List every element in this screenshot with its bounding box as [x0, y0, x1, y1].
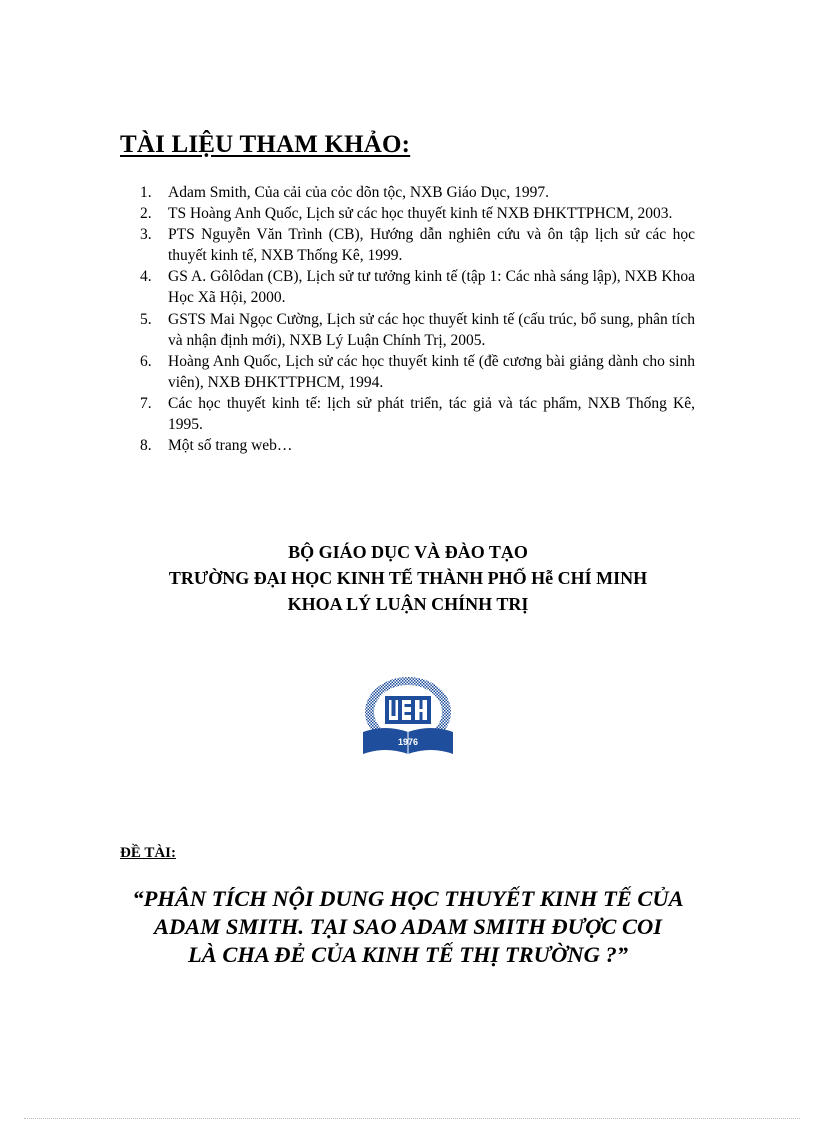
reference-text: GSTS Mai Ngọc Cường, Lịch sử các học thuyết kinh tế (cấu trúc, bổ sung, phân tích và nhận định mới), NXB Lý Luận Chính Trị, 2005. — [168, 310, 695, 349]
reference-number: 1. — [140, 184, 152, 201]
university-name: TRƯỜNG ĐẠI HỌC KINH TẾ THÀNH PHỐ Hễ CHÍ MINH — [168, 568, 648, 588]
seal-year-text: 1976 — [397, 737, 419, 747]
reference-text: TS Hoàng Anh Quốc, Lịch sử các học thuyết kinh tế NXB ĐHKTTPHCM, 2003. — [168, 205, 673, 223]
reference-item-3 — [140, 224, 695, 266]
reference-number: 2. — [140, 205, 152, 223]
reference-text: Các học thuyết kinh tế: lịch sử phát triển, tác giả và tác phẩm, NXB Thống Kê, 1995. — [168, 394, 695, 434]
page-bottom-divider — [24, 1118, 800, 1119]
reference-text: Hoàng Anh Quốc, Lịch sử các học thuyết kinh tế (đề cương bài giảng dành cho sinh viên), NXB ĐHKTTPHCM, 1994. — [168, 352, 695, 391]
reference-number: 3. — [140, 226, 152, 244]
faculty-name: KHOA LÝ LUẬN CHÍNH TRỊ — [287, 594, 529, 614]
reference-number: 5. — [140, 310, 152, 328]
reference-number: 6. — [140, 352, 152, 370]
reference-text: Một số trang web… — [168, 437, 293, 455]
reference-item-8 — [140, 435, 695, 456]
reference-item-6 — [140, 351, 695, 393]
topic-label: ĐỀ TÀI: — [120, 845, 176, 861]
reference-number: 4. — [140, 268, 152, 286]
topic-title — [0, 885, 816, 969]
reference-text: GS A. Gôlôdan (CB), Lịch sử tư tưởng kinh tế (tập 1: Các nhà sáng lập), NXB Khoa Học Xã Hội, 2000. — [168, 268, 695, 307]
institution-block — [0, 539, 816, 617]
reference-item-4 — [140, 266, 695, 308]
university-seal-logo — [357, 674, 459, 758]
references-list — [140, 182, 695, 456]
ministry-name: BỘ GIÁO DỤC VÀ ĐÀO TẠO — [288, 542, 528, 562]
reference-number: 8. — [140, 437, 152, 455]
topic-title-line-1: “PHÂN TÍCH NỘI DUNG HỌC THUYẾT KINH TẾ CỦA — [132, 886, 684, 911]
references-heading: TÀI LIỆU THAM KHẢO: — [120, 131, 411, 158]
reference-item-5 — [140, 309, 695, 351]
reference-text: Adam Smith, Của cải của cỏc dõn tộc, NXB Giáo Dục, 1997. — [168, 184, 549, 201]
reference-number: 7. — [140, 394, 152, 412]
topic-title-line-2: ADAM SMITH. TẠI SAO ADAM SMITH ĐƯỢC COI — [154, 914, 662, 939]
reference-text: PTS Nguyễn Văn Trình (CB), Hướng dẫn nghiên cứu và ôn tập lịch sử các học thuyết kinh tế, NXB Thống Kê, 1999. — [168, 226, 695, 265]
reference-item-1 — [140, 182, 695, 203]
reference-item-2 — [140, 203, 695, 224]
topic-title-line-3: LÀ CHA ĐẺ CỦA KINH TẾ THỊ TRƯỜNG ?” — [187, 942, 628, 967]
reference-item-7 — [140, 393, 695, 435]
